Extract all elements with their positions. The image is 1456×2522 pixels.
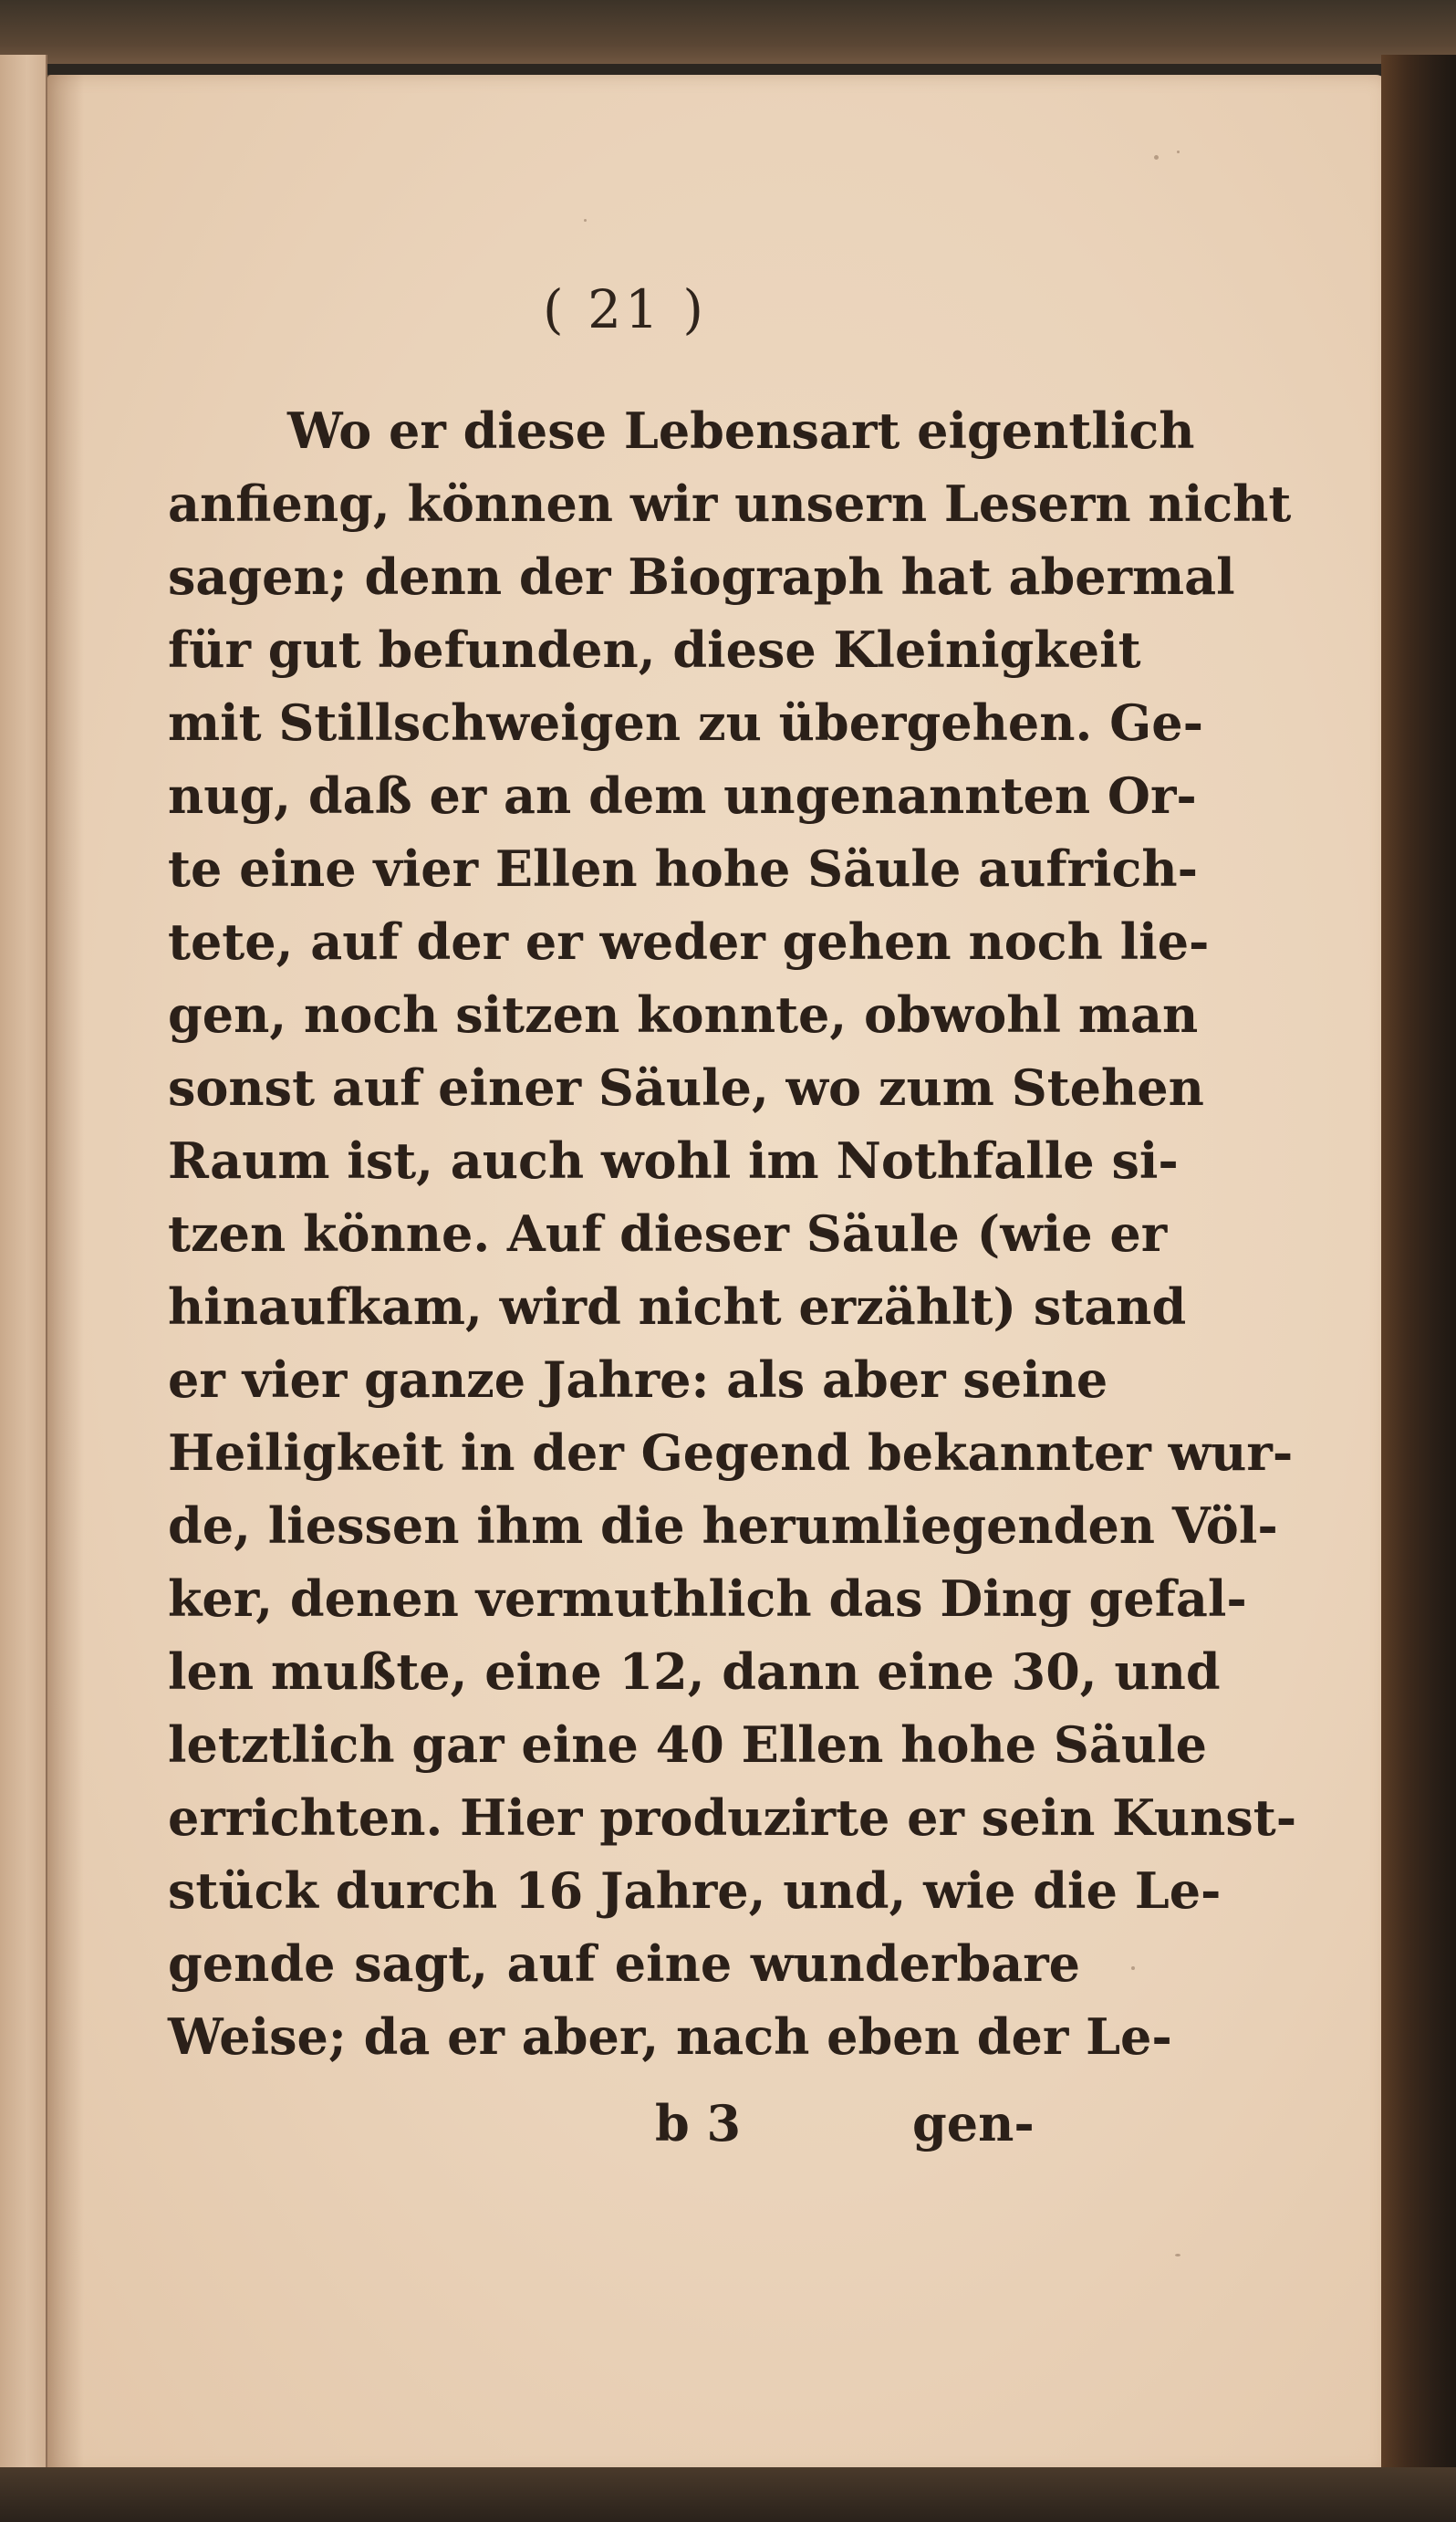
text-line: te eine vier Ellen hohe Säule aufrich-	[168, 839, 1199, 898]
text-line: für gut befunden, diese Kleinigkeit	[168, 620, 1141, 679]
text-line: tete, auf der er weder gehen noch lie-	[168, 912, 1210, 971]
text-line: gende sagt, auf eine wunderbare	[168, 1934, 1080, 1993]
text-line: Weise; da er aber, nach eben der Le-	[168, 2007, 1172, 2066]
text-line: de, liessen ihm die herumliegenden Völ-	[168, 1496, 1278, 1555]
text-line: nug, daß er an dem ungenannten Or-	[168, 766, 1197, 825]
text-line: ker, denen vermuthlich das Ding gefal-	[168, 1569, 1247, 1628]
text-line: len mußte, eine 12, dann eine 30, und	[168, 1642, 1221, 1701]
signature-mark: b 3	[655, 2094, 742, 2152]
text-line: hinaufkam, wird nicht erzählt) stand	[168, 1277, 1187, 1336]
text-line: letztlich gar eine 40 Ellen hohe Säule	[168, 1715, 1208, 1774]
text-line: Heiligkeit in der Gegend bekannter wur-	[168, 1423, 1294, 1482]
text-line: sonst auf einer Säule, wo zum Stehen	[168, 1058, 1204, 1117]
catchword: gen-	[912, 2094, 1035, 2152]
text-line: errichten. Hier produzirte er sein Kunst-	[168, 1788, 1297, 1847]
text-line: mit Stillschweigen zu übergehen. Ge-	[168, 693, 1203, 752]
text-line: er vier ganze Jahre: als aber seine	[168, 1350, 1108, 1409]
text-line: sagen; denn der Biograph hat abermal	[168, 547, 1235, 606]
text-line: Wo er diese Lebensart eigentlich	[287, 401, 1195, 460]
page-number: ( 21 )	[543, 278, 707, 340]
text-line: gen, noch sitzen konnte, obwohl man	[168, 985, 1199, 1044]
text-line: stück durch 16 Jahre, und, wie die Le-	[168, 1861, 1222, 1920]
text-line: Raum ist, auch wohl im Nothfalle si-	[168, 1131, 1179, 1190]
text-line: anfieng, können wir unsern Lesern nicht	[168, 474, 1292, 533]
text-line: tzen könne. Auf dieser Säule (wie er	[168, 1204, 1168, 1263]
